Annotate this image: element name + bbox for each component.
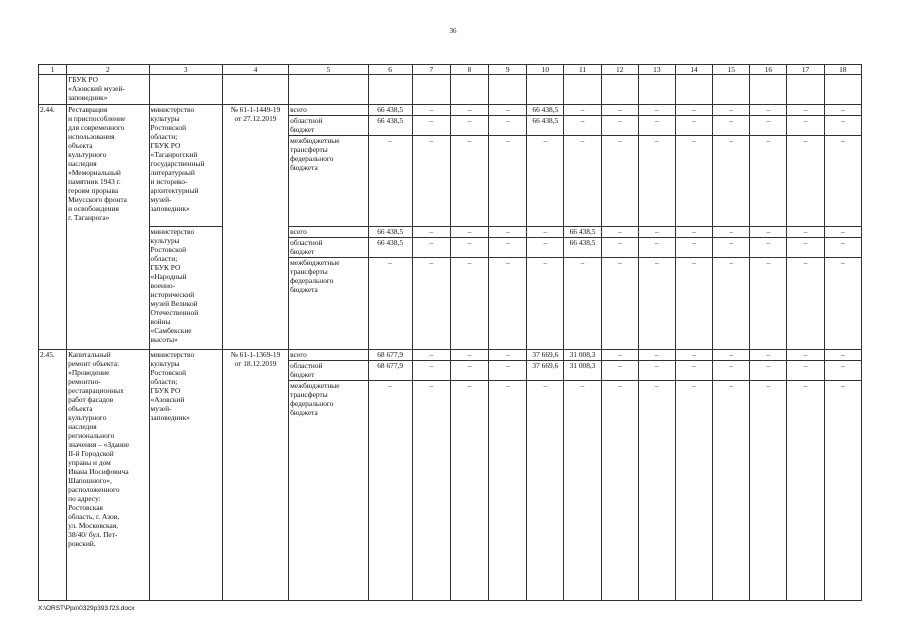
value-cell: – <box>750 361 787 381</box>
value-cell: 66 438,5 <box>368 105 412 116</box>
row-number: 2.44. <box>39 105 67 350</box>
value-cell: – <box>450 258 488 350</box>
value-cell: – <box>675 105 712 116</box>
file-path-footer: X:\ORST\Ppo\0329p393.f23.docx <box>38 605 135 612</box>
value-cell: – <box>787 350 824 361</box>
funding-source: межбюджетные трансферты федерального бюджета <box>289 258 368 350</box>
value-cell: – <box>638 361 675 381</box>
empty-cell <box>222 75 288 105</box>
value-cell: – <box>368 136 412 227</box>
value-cell: 66 438,5 <box>527 105 564 116</box>
column-header: 10 <box>527 65 564 75</box>
value-cell: – <box>527 381 564 601</box>
value-cell: – <box>824 258 861 350</box>
value-cell: – <box>527 227 564 238</box>
column-header: 8 <box>450 65 488 75</box>
value-cell: – <box>601 116 638 136</box>
value-cell: – <box>601 361 638 381</box>
column-header: 7 <box>412 65 450 75</box>
value-cell: – <box>750 105 787 116</box>
column-header: 6 <box>368 65 412 75</box>
value-cell: 66 438,5 <box>368 227 412 238</box>
value-cell: – <box>713 238 750 258</box>
column-header: 16 <box>750 65 787 75</box>
value-cell: – <box>713 350 750 361</box>
column-header: 5 <box>289 65 368 75</box>
value-cell: – <box>750 238 787 258</box>
value-cell: – <box>368 258 412 350</box>
column-header: 14 <box>675 65 712 75</box>
value-cell: – <box>489 381 527 601</box>
object-name: ГБУК РО «Азовский музей- заповедник» <box>67 75 149 105</box>
funding-source: всего <box>289 105 368 116</box>
value-cell: – <box>713 227 750 238</box>
value-cell: – <box>824 227 861 238</box>
value-cell: – <box>527 258 564 350</box>
value-cell: – <box>638 136 675 227</box>
value-cell: – <box>489 258 527 350</box>
empty-cell <box>450 75 488 105</box>
value-cell: – <box>489 227 527 238</box>
empty-cell <box>289 75 368 105</box>
value-cell: – <box>787 361 824 381</box>
header-row <box>39 65 862 75</box>
value-cell: – <box>489 116 527 136</box>
empty-cell <box>713 75 750 105</box>
value-cell: – <box>450 136 488 227</box>
column-header: 2 <box>67 65 149 75</box>
value-cell: – <box>638 116 675 136</box>
table-row <box>39 75 862 105</box>
value-cell: 68 677,9 <box>368 350 412 361</box>
value-cell: – <box>713 105 750 116</box>
value-cell: 66 438,5 <box>564 238 601 258</box>
column-header: 1 <box>39 65 67 75</box>
value-cell: 37 669,6 <box>527 361 564 381</box>
value-cell: – <box>450 116 488 136</box>
value-cell: – <box>787 381 824 601</box>
customer-name: министерство культуры Ростовской области; ГБУК РО «Народный военно- исторический музей Великой Отечественной войны «Самбекские высоты» <box>149 227 222 350</box>
value-cell: – <box>489 105 527 116</box>
column-header: 18 <box>824 65 861 75</box>
value-cell: – <box>713 361 750 381</box>
funding-source: областной бюджет <box>289 238 368 258</box>
column-header: 4 <box>222 65 288 75</box>
value-cell: – <box>412 105 450 116</box>
empty-cell <box>368 75 412 105</box>
value-cell: – <box>750 136 787 227</box>
table-body <box>39 65 862 601</box>
funding-source: межбюджетные трансферты федерального бюджета <box>289 136 368 227</box>
value-cell: – <box>601 350 638 361</box>
document-ref: № 61-1-1369-19 от 18.12.2019 <box>222 350 288 601</box>
value-cell: – <box>489 361 527 381</box>
value-cell: – <box>713 116 750 136</box>
value-cell: – <box>564 105 601 116</box>
value-cell: – <box>489 238 527 258</box>
value-cell: 66 438,5 <box>527 116 564 136</box>
value-cell: – <box>368 381 412 601</box>
value-cell: – <box>412 227 450 238</box>
value-cell: – <box>824 116 861 136</box>
column-header: 17 <box>787 65 824 75</box>
value-cell: – <box>675 361 712 381</box>
document-ref: № 61-1-1449-19 от 27.12.2019 <box>222 105 288 350</box>
value-cell: – <box>787 258 824 350</box>
value-cell: – <box>450 238 488 258</box>
value-cell: – <box>412 258 450 350</box>
funding-source: областной бюджет <box>289 116 368 136</box>
value-cell: – <box>412 381 450 601</box>
value-cell: – <box>750 258 787 350</box>
value-cell: – <box>489 350 527 361</box>
value-cell: – <box>750 116 787 136</box>
row-number: 2.45. <box>39 350 67 601</box>
value-cell: – <box>675 381 712 601</box>
value-cell: – <box>638 350 675 361</box>
value-cell: 66 438,5 <box>368 116 412 136</box>
value-cell: – <box>564 136 601 227</box>
funding-source: всего <box>289 350 368 361</box>
value-cell: – <box>824 361 861 381</box>
value-cell: – <box>824 105 861 116</box>
value-cell: – <box>638 227 675 238</box>
value-cell: – <box>824 238 861 258</box>
table-row <box>39 105 862 116</box>
value-cell: – <box>450 350 488 361</box>
value-cell: – <box>412 361 450 381</box>
table-row <box>39 350 862 361</box>
value-cell: – <box>787 238 824 258</box>
empty-cell <box>489 75 527 105</box>
value-cell: – <box>824 136 861 227</box>
value-cell: – <box>527 136 564 227</box>
value-cell: – <box>601 258 638 350</box>
value-cell: – <box>601 227 638 238</box>
value-cell: – <box>675 350 712 361</box>
page-number: 36 <box>449 27 457 35</box>
column-header: 12 <box>601 65 638 75</box>
value-cell: 66 438,5 <box>564 227 601 238</box>
value-cell: – <box>675 258 712 350</box>
value-cell: – <box>450 227 488 238</box>
value-cell: – <box>450 381 488 601</box>
value-cell: – <box>638 238 675 258</box>
value-cell: – <box>675 227 712 238</box>
value-cell: 68 677,9 <box>368 361 412 381</box>
value-cell: – <box>638 105 675 116</box>
value-cell: – <box>564 381 601 601</box>
value-cell: 31 008,3 <box>564 361 601 381</box>
value-cell: – <box>601 105 638 116</box>
empty-cell <box>787 75 824 105</box>
column-header: 9 <box>489 65 527 75</box>
column-header: 11 <box>564 65 601 75</box>
value-cell: – <box>713 258 750 350</box>
value-cell: – <box>412 116 450 136</box>
funding-source: межбюджетные трансферты федерального бюджета <box>289 381 368 601</box>
value-cell: – <box>412 350 450 361</box>
empty-cell <box>412 75 450 105</box>
value-cell: – <box>638 258 675 350</box>
value-cell: – <box>713 381 750 601</box>
value-cell: 66 438,5 <box>368 238 412 258</box>
value-cell: – <box>527 238 564 258</box>
empty-cell <box>824 75 861 105</box>
value-cell: – <box>675 238 712 258</box>
funding-source: областной бюджет <box>289 361 368 381</box>
empty-cell <box>675 75 712 105</box>
value-cell: – <box>750 381 787 601</box>
value-cell: – <box>787 136 824 227</box>
column-header: 3 <box>149 65 222 75</box>
value-cell: – <box>787 105 824 116</box>
value-cell: – <box>450 105 488 116</box>
object-name: Реставрация и приспособление для современного использования объекта культурного наследия «Мемориальный памятник 1943 г. героям прорыва Миусского фронта и освобождения г. Таганрога» <box>67 105 149 350</box>
value-cell: 31 008,3 <box>564 350 601 361</box>
empty-cell <box>527 75 564 105</box>
empty-cell <box>149 75 222 105</box>
empty-cell <box>638 75 675 105</box>
value-cell: – <box>750 227 787 238</box>
empty-cell <box>601 75 638 105</box>
column-header: 15 <box>713 65 750 75</box>
row-number <box>39 75 67 105</box>
empty-cell <box>750 75 787 105</box>
program-table <box>38 64 862 601</box>
column-header: 13 <box>638 65 675 75</box>
value-cell: – <box>638 381 675 601</box>
value-cell: – <box>489 136 527 227</box>
value-cell: – <box>564 258 601 350</box>
funding-source: всего <box>289 227 368 238</box>
value-cell: – <box>787 116 824 136</box>
value-cell: – <box>713 136 750 227</box>
value-cell: – <box>601 136 638 227</box>
value-cell: – <box>787 227 824 238</box>
value-cell: – <box>824 350 861 361</box>
value-cell: – <box>750 350 787 361</box>
table-row <box>39 227 862 238</box>
value-cell: – <box>450 361 488 381</box>
value-cell: – <box>601 381 638 601</box>
object-name: Капитальный ремонт объекта: «Проведение ремонтно- реставрационных работ фасадов объекта культурного наследия регионального значения – «Здание II-й Городской управы и дом Ивана Иосифовича Шапошного», расположенного по адресу: Ростовская область, г. Азов, ул. Московская, 38/40/ бул. Пет- ровский, <box>67 350 149 601</box>
empty-cell <box>564 75 601 105</box>
value-cell: – <box>675 136 712 227</box>
value-cell: 37 669,6 <box>527 350 564 361</box>
value-cell: – <box>412 136 450 227</box>
customer-name: министерство культуры Ростовской области; ГБУК РО «Азовский музей- заповедник» <box>149 350 222 601</box>
value-cell: – <box>824 381 861 601</box>
value-cell: – <box>412 238 450 258</box>
value-cell: – <box>675 116 712 136</box>
value-cell: – <box>601 238 638 258</box>
value-cell: – <box>564 116 601 136</box>
customer-name: министерство культуры Ростовской области; ГБУК РО «Таганрогский государственный литературный и историко- архитектурный музей- заповедник» <box>149 105 222 227</box>
